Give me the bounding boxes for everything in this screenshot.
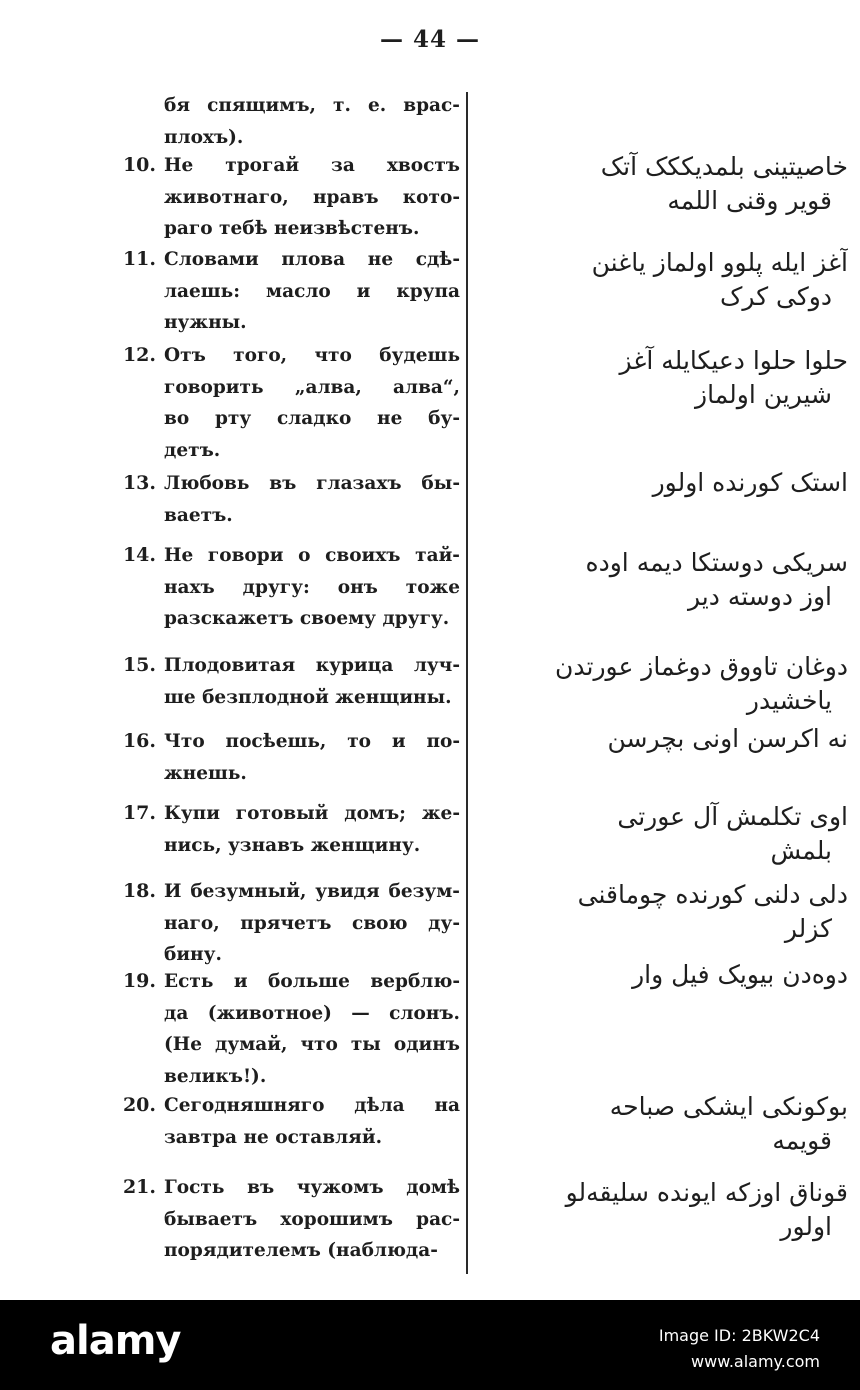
proverb-number: 13. bbox=[122, 472, 156, 494]
russian-line: жнешь. bbox=[164, 762, 247, 784]
russian-line: разскажетъ своему другу. bbox=[164, 608, 450, 629]
russian-line: И безумный, увидя безум- bbox=[164, 881, 460, 902]
russian-text bbox=[164, 468, 460, 531]
turkic-line: استک کورنده اولور bbox=[652, 468, 848, 497]
turkic-line: اوی تکلمش آل عورتی bbox=[617, 802, 848, 831]
russian-text bbox=[164, 1090, 460, 1153]
russian-line: животнаго, нравъ кото- bbox=[164, 186, 460, 208]
column-divider bbox=[466, 92, 468, 1274]
russian-text bbox=[164, 150, 460, 245]
russian-line: Сегодняшняго дѣла на bbox=[164, 1095, 460, 1116]
turkic-line: خاصیتینی بلمدیککک آتک bbox=[600, 152, 848, 181]
russian-line: нись, узнавъ женщину. bbox=[164, 834, 421, 856]
turkic-line: قوناق اوزکه ایونده سلیقه‌لو bbox=[565, 1178, 848, 1207]
turkic-text bbox=[472, 722, 848, 756]
proverb-number: 12. bbox=[122, 344, 156, 366]
turkic-line: قویر وقنی اللمه bbox=[667, 186, 832, 215]
russian-text bbox=[164, 90, 460, 153]
turkic-line: نه اکرسن اونی بچرسن bbox=[607, 724, 848, 753]
turkic-text bbox=[472, 246, 848, 314]
turkic-line: اوز دوسته دیر bbox=[688, 582, 832, 611]
russian-text bbox=[164, 540, 460, 635]
turkic-line: کزلر bbox=[784, 914, 832, 943]
turkic-line: قویمه bbox=[772, 1126, 832, 1155]
turkic-line: بلمش bbox=[770, 836, 832, 865]
russian-line: (Не думай, что ты одинъ bbox=[164, 1034, 460, 1055]
russian-line: великъ!). bbox=[164, 1065, 267, 1087]
turkic-text bbox=[472, 958, 848, 992]
russian-line: Плодовитая курица луч- bbox=[164, 655, 460, 676]
site-url: www.alamy.com bbox=[691, 1352, 820, 1371]
russian-line: завтра не оставляй. bbox=[164, 1126, 383, 1148]
russian-line: нужны. bbox=[164, 312, 247, 333]
proverb-number: 19. bbox=[122, 970, 156, 992]
russian-text bbox=[164, 244, 460, 339]
turkic-line: دوکی کرک bbox=[720, 282, 832, 311]
russian-line: Что посѣешь, то и по- bbox=[164, 731, 460, 752]
russian-line: раго тебѣ неизвѣстенъ. bbox=[164, 218, 420, 239]
russian-line: Не говори о своихъ тай- bbox=[164, 545, 460, 566]
russian-line: говорить „алва, алва“, bbox=[164, 376, 460, 398]
russian-text bbox=[164, 876, 460, 971]
russian-line: Не трогай за хвостъ bbox=[164, 155, 460, 176]
russian-line: нахъ другу: онъ тоже bbox=[164, 576, 460, 598]
turkic-line: شیرین اولماز bbox=[695, 380, 832, 409]
turkic-line: یاخشیدر bbox=[746, 686, 832, 715]
russian-line: бываетъ хорошимъ рас- bbox=[164, 1208, 460, 1230]
russian-line: бину. bbox=[164, 944, 222, 965]
russian-line: Купи готовый домъ; же- bbox=[164, 803, 460, 824]
proverb-number: 17. bbox=[122, 802, 156, 824]
russian-line: ше безплодной женщины. bbox=[164, 686, 452, 708]
turkic-line: بوکونکی ایشکی صباحه bbox=[609, 1092, 848, 1121]
russian-text bbox=[164, 340, 460, 466]
turkic-line: حلوا حلوا دعیکایله آغز bbox=[619, 346, 848, 375]
turkic-text bbox=[472, 150, 848, 218]
turkic-line: سریکی دوستکا دیمه اوده bbox=[585, 548, 848, 577]
proverb-number: 11. bbox=[122, 248, 156, 270]
russian-line: во рту сладко не бу- bbox=[164, 408, 460, 429]
turkic-text bbox=[472, 800, 848, 868]
turkic-text bbox=[472, 546, 848, 614]
turkic-text bbox=[472, 878, 848, 946]
proverb-number: 20. bbox=[122, 1094, 156, 1116]
turkic-line: اولور bbox=[780, 1212, 832, 1241]
turkic-line: آغز ایله پلوو اولماز یاغنن bbox=[591, 248, 848, 277]
proverb-number: 18. bbox=[122, 880, 156, 902]
turkic-line: دوغان تاووق دوغماز عورتدن bbox=[555, 652, 848, 681]
alamy-logo: alamy bbox=[50, 1318, 181, 1364]
proverb-number: 16. bbox=[122, 730, 156, 752]
proverb-number: 14. bbox=[122, 544, 156, 566]
russian-text bbox=[164, 650, 460, 713]
russian-text bbox=[164, 726, 460, 789]
russian-line: ваетъ. bbox=[164, 504, 233, 526]
russian-line: Гость въ чужомъ домѣ bbox=[164, 1177, 460, 1198]
turkic-line: دوه‌دن بیویک فیل وار bbox=[632, 960, 848, 989]
turkic-text bbox=[472, 650, 848, 718]
russian-text bbox=[164, 798, 460, 861]
russian-line: порядителемъ (наблюда- bbox=[164, 1240, 438, 1261]
russian-line: да (животное) — слонъ. bbox=[164, 1002, 460, 1024]
turkic-text bbox=[472, 466, 848, 500]
russian-text bbox=[164, 1172, 460, 1267]
image-id-label: Image ID: 2BKW2C4 bbox=[658, 1326, 820, 1345]
proverb-number: 21. bbox=[122, 1176, 156, 1198]
russian-line: Отъ того, что будешь bbox=[164, 345, 460, 366]
page-number: — 44 — bbox=[379, 26, 481, 53]
russian-line: Есть и больше верблю- bbox=[164, 971, 460, 992]
russian-line: бя спящимъ, т. е. врас- bbox=[164, 95, 460, 116]
turkic-text bbox=[472, 1176, 848, 1244]
turkic-text bbox=[472, 1090, 848, 1158]
russian-line: Любовь въ глазахъ бы- bbox=[164, 473, 460, 494]
turkic-line: دلی دلنی کورنده چوماقنی bbox=[577, 880, 848, 909]
turkic-text bbox=[472, 344, 848, 412]
proverb-number: 15. bbox=[122, 654, 156, 676]
proverb-number: 10. bbox=[122, 154, 156, 176]
russian-text bbox=[164, 966, 460, 1092]
russian-line: наго, прячетъ свою ду- bbox=[164, 912, 460, 934]
russian-line: Словами плова не сдѣ- bbox=[164, 249, 460, 270]
russian-line: детъ. bbox=[164, 439, 221, 461]
russian-line: плохъ). bbox=[164, 126, 244, 148]
russian-line: лаешь: масло и крупа bbox=[164, 280, 460, 302]
